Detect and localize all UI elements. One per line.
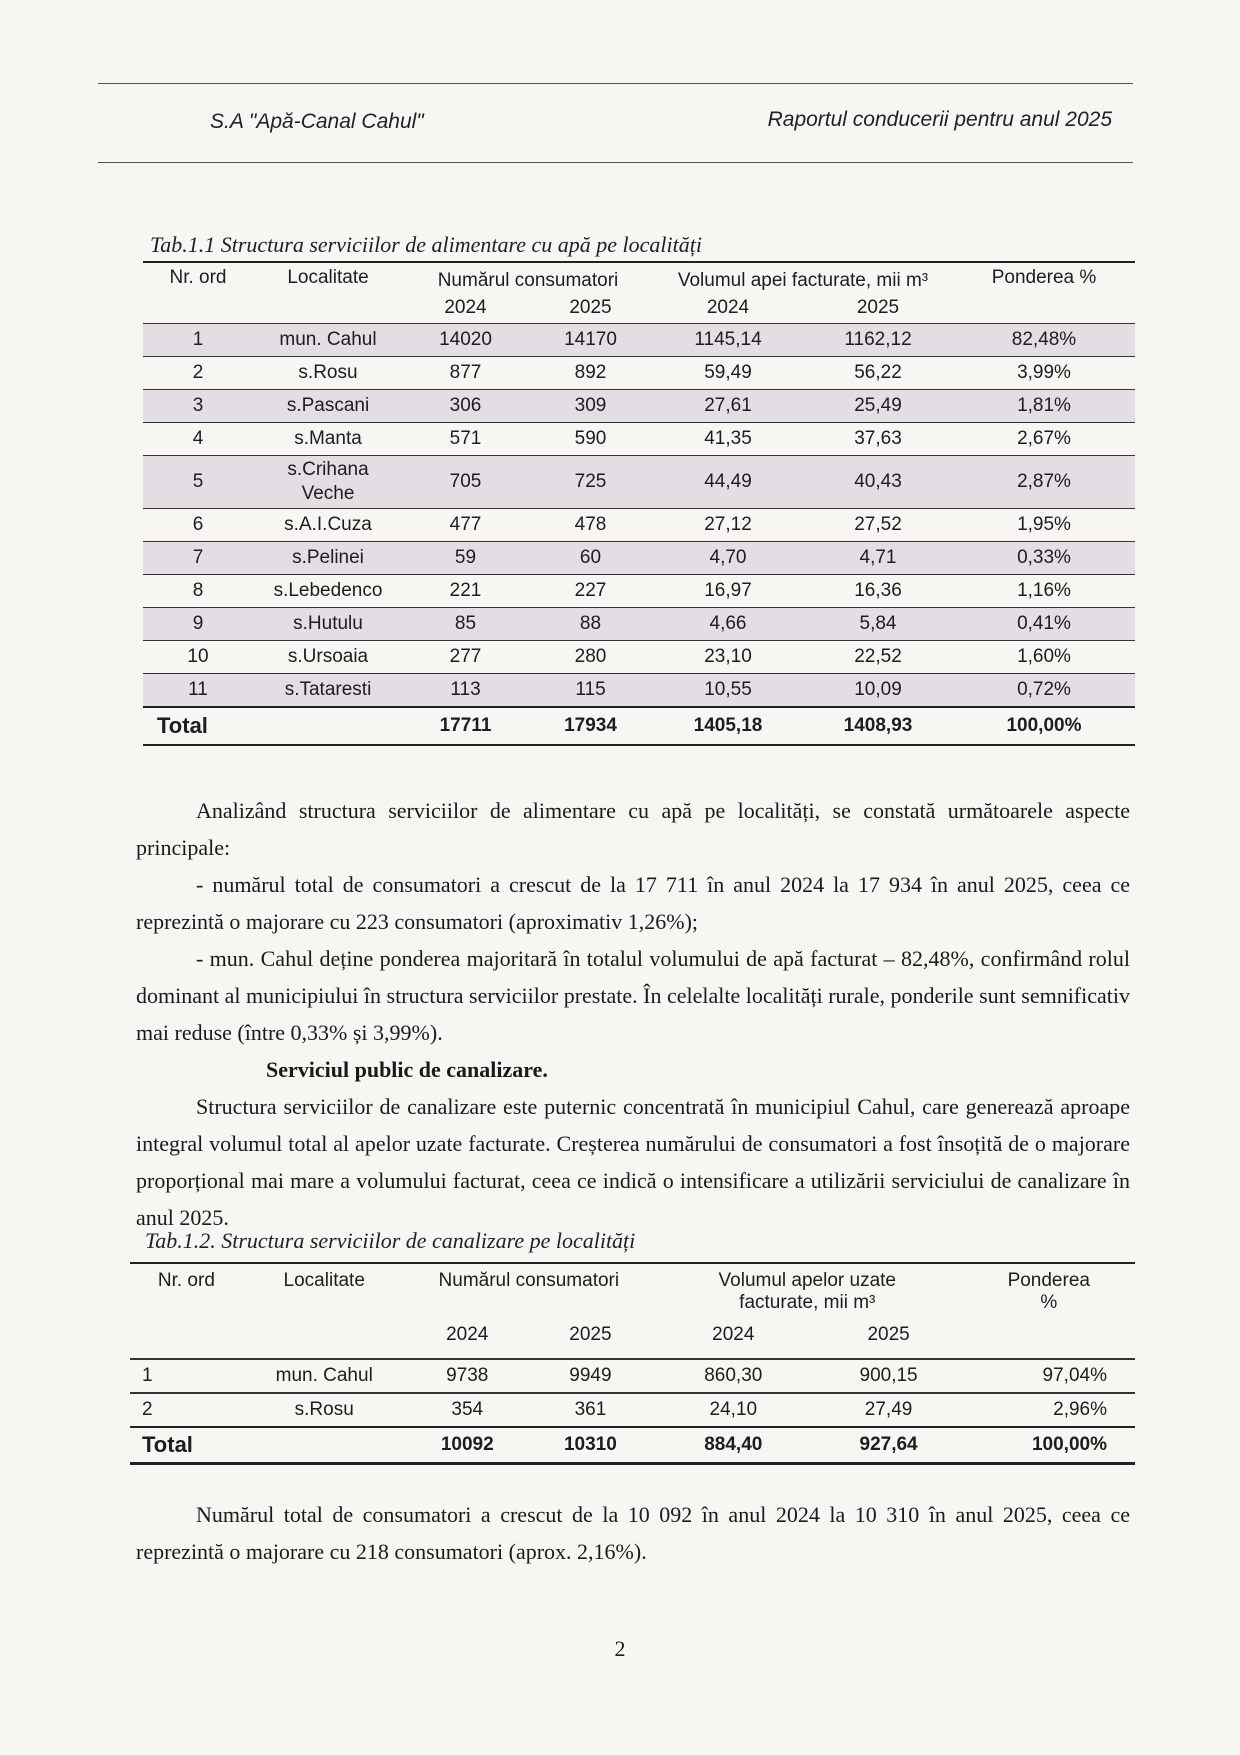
- cell-v25: 37,63: [803, 423, 953, 456]
- cell-v24: 1145,14: [653, 324, 803, 357]
- cell-nr: 2: [143, 357, 253, 390]
- header-top-rule: [98, 83, 1133, 84]
- sewerage-table: [130, 1262, 1135, 1465]
- cell-v24: 59,49: [653, 357, 803, 390]
- cell-nr: 1: [143, 324, 253, 357]
- col-volum: Volumul apelor uzate facturate, mii m³: [652, 1263, 963, 1324]
- cell-v25: 927,64: [815, 1427, 963, 1464]
- cell-v25: 27,52: [803, 509, 953, 542]
- cell-localitate: s.Pelinei: [253, 542, 403, 575]
- cell-v24: 4,70: [653, 542, 803, 575]
- table-row: [143, 324, 1135, 357]
- cell-v25: 56,22: [803, 357, 953, 390]
- paragraph: Analizând structura serviciilor de alimentare cu apă pe localități, se constată următoarele aspecte principale:: [136, 798, 1130, 860]
- col-consumatori: Numărul consumatori: [403, 262, 653, 295]
- cell-share: 0,33%: [953, 542, 1135, 575]
- col-year: 2025: [569, 1324, 612, 1345]
- cell-c25: 9949: [529, 1359, 652, 1393]
- cell-c24: 14020: [403, 324, 528, 357]
- cell-share: 1,16%: [953, 575, 1135, 608]
- cell-c25: 227: [528, 575, 653, 608]
- cell-c24: 306: [403, 390, 528, 423]
- cell-c25: 280: [528, 641, 653, 674]
- cell-share: 100,00%: [963, 1427, 1135, 1464]
- paragraph: - mun. Cahul deține ponderea majoritară în totalul volumului de apă facturat – 82,48%, confirmând rolul dominant al municipiului în structura serviciilor prestate. În celelalte localități rurale, ponderile sunt semnificativ mai reduse (între 0,33% și 3,99%).: [136, 946, 1130, 1045]
- cell-c25: 361: [529, 1393, 652, 1427]
- cell-c25: 88: [528, 608, 653, 641]
- analysis-text: [136, 792, 1130, 1236]
- cell-nr: 2: [130, 1393, 243, 1427]
- cell-v24: 24,10: [652, 1393, 815, 1427]
- cell-c24: 113: [403, 674, 528, 708]
- cell-v25: 1408,93: [803, 707, 953, 745]
- cell-share: 0,72%: [953, 674, 1135, 708]
- cell-c24: 17711: [403, 707, 528, 745]
- cell-share: 97,04%: [963, 1359, 1135, 1393]
- col-year: 2024: [444, 297, 487, 318]
- cell-c25: 14170: [528, 324, 653, 357]
- total-label: Total: [143, 707, 403, 745]
- header-company: S.A "Apă-Canal Cahul": [210, 110, 424, 133]
- cell-c25: 17934: [528, 707, 653, 745]
- cell-c24: 877: [403, 357, 528, 390]
- cell-v25: 900,15: [815, 1359, 963, 1393]
- cell-share: 100,00%: [953, 707, 1135, 745]
- col-ponderea: Ponderea %: [953, 262, 1135, 324]
- cell-share: 1,95%: [953, 509, 1135, 542]
- cell-nr: 6: [143, 509, 253, 542]
- cell-c25: 60: [528, 542, 653, 575]
- cell-v25: 1162,12: [803, 324, 953, 357]
- cell-v24: 1405,18: [653, 707, 803, 745]
- cell-nr: 7: [143, 542, 253, 575]
- cell-c24: 354: [406, 1393, 529, 1427]
- cell-c24: 477: [403, 509, 528, 542]
- cell-share: 82,48%: [953, 324, 1135, 357]
- table-row: [143, 390, 1135, 423]
- cell-c24: 221: [403, 575, 528, 608]
- cell-c24: 705: [403, 456, 528, 509]
- cell-nr: 10: [143, 641, 253, 674]
- cell-localitate: s.A.I.Cuza: [253, 509, 403, 542]
- paragraph: - numărul total de consumatori a crescut de la 17 711 în anul 2024 la 17 934 în anul 2025, ceea ce reprezintă o majorare cu 223 consumatori (aproximativ 1,26%);: [136, 872, 1130, 934]
- cell-nr: 11: [143, 674, 253, 708]
- cell-v24: 44,49: [653, 456, 803, 509]
- cell-nr: 4: [143, 423, 253, 456]
- table-row: [143, 456, 1135, 509]
- water-supply-table: [143, 261, 1135, 746]
- cell-nr: 3: [143, 390, 253, 423]
- cell-v24: 4,66: [653, 608, 803, 641]
- cell-localitate: s.Crihana Veche: [253, 456, 403, 509]
- cell-share: 3,99%: [953, 357, 1135, 390]
- col-nr: Nr. ord: [130, 1263, 243, 1324]
- table-row: [143, 509, 1135, 542]
- cell-c25: 115: [528, 674, 653, 708]
- cell-v24: 10,55: [653, 674, 803, 708]
- header-bottom-rule: [98, 162, 1133, 163]
- table-row: [143, 575, 1135, 608]
- cell-localitate: s.Rosu: [253, 357, 403, 390]
- cell-c25: 478: [528, 509, 653, 542]
- section-heading: Serviciul public de canalizare.: [266, 1057, 548, 1082]
- cell-localitate: s.Hutulu: [253, 608, 403, 641]
- col-year: 2025: [569, 297, 612, 318]
- cell-v24: 23,10: [653, 641, 803, 674]
- cell-c25: 590: [528, 423, 653, 456]
- cell-c24: 9738: [406, 1359, 529, 1393]
- cell-share: 1,81%: [953, 390, 1135, 423]
- cell-localitate: s.Tataresti: [253, 674, 403, 708]
- cell-v25: 5,84: [803, 608, 953, 641]
- table1-caption: Tab.1.1 Structura serviciilor de alimentare cu apă pe localități: [150, 232, 702, 257]
- col-ponderea: Ponderea %: [963, 1263, 1135, 1324]
- cell-v25: 25,49: [803, 390, 953, 423]
- cell-localitate: mun. Cahul: [253, 324, 403, 357]
- col-nr: Nr. ord: [143, 262, 253, 324]
- cell-share: 2,67%: [953, 423, 1135, 456]
- cell-localitate: s.Manta: [253, 423, 403, 456]
- cell-c24: 59: [403, 542, 528, 575]
- cell-v25: 10,09: [803, 674, 953, 708]
- cell-share: 2,87%: [953, 456, 1135, 509]
- cell-nr: 5: [143, 456, 253, 509]
- table-row: [143, 423, 1135, 456]
- cell-v24: 27,61: [653, 390, 803, 423]
- cell-v25: 16,36: [803, 575, 953, 608]
- cell-c25: 10310: [529, 1427, 652, 1464]
- col-localitate: Localitate: [253, 262, 403, 324]
- table-row: [143, 641, 1135, 674]
- col-consumatori: Numărul consumatori: [406, 1263, 652, 1324]
- table-row: [130, 1359, 1135, 1393]
- cell-share: 2,96%: [963, 1393, 1135, 1427]
- cell-localitate: s.Pascani: [253, 390, 403, 423]
- cell-share: 0,41%: [953, 608, 1135, 641]
- cell-v24: 884,40: [652, 1427, 815, 1464]
- cell-v25: 27,49: [815, 1393, 963, 1427]
- col-year: 2025: [856, 297, 900, 318]
- closing-text: [136, 1496, 1130, 1570]
- paragraph: Numărul total de consumatori a crescut de la 10 092 în anul 2024 la 10 310 în anul 2025, ceea ce reprezintă o majorare cu 218 consumatori (aprox. 2,16%).: [136, 1502, 1130, 1564]
- cell-c25: 309: [528, 390, 653, 423]
- cell-c24: 277: [403, 641, 528, 674]
- cell-v24: 860,30: [652, 1359, 815, 1393]
- cell-localitate: mun. Cahul: [243, 1359, 406, 1393]
- cell-nr: 1: [130, 1359, 243, 1393]
- cell-v24: 16,97: [653, 575, 803, 608]
- cell-nr: 8: [143, 575, 253, 608]
- cell-c24: 571: [403, 423, 528, 456]
- header-report-title: Raportul conducerii pentru anul 2025: [767, 108, 1112, 131]
- cell-v24: 41,35: [653, 423, 803, 456]
- paragraph: Structura serviciilor de canalizare este puternic concentrată în municipiul Cahul, care generează aproape integral volumul total al apelor uzate facturate. Creșterea numărului de consumatori a fost însoțită de o majorare proporțional mai mare a volumului facturat, ceea ce indică o intensificare a utilizării serviciului de canalizare în anul 2025.: [136, 1094, 1130, 1230]
- table-row: [143, 608, 1135, 641]
- table-row: [143, 674, 1135, 708]
- cell-v25: 40,43: [803, 456, 953, 509]
- table-row: [143, 357, 1135, 390]
- table-total-row: [130, 1427, 1135, 1464]
- cell-share: 1,60%: [953, 641, 1135, 674]
- col-year: 2024: [712, 1324, 755, 1345]
- table-row: [143, 542, 1135, 575]
- cell-localitate: s.Ursoaia: [253, 641, 403, 674]
- col-year: 2024: [446, 1324, 489, 1345]
- col-year: 2025: [867, 1324, 910, 1345]
- col-year: 2024: [706, 297, 750, 318]
- cell-v24: 27,12: [653, 509, 803, 542]
- col-volum: Volumul apei facturate, mii m³: [653, 262, 953, 295]
- total-label: Total: [130, 1427, 406, 1464]
- cell-c24: 85: [403, 608, 528, 641]
- cell-c24: 10092: [406, 1427, 529, 1464]
- cell-localitate: s.Lebedenco: [253, 575, 403, 608]
- cell-c25: 725: [528, 456, 653, 509]
- col-localitate: Localitate: [243, 1263, 406, 1324]
- cell-c25: 892: [528, 357, 653, 390]
- table2-caption: Tab.1.2. Structura serviciilor de canalizare pe localități: [145, 1228, 636, 1253]
- cell-v25: 22,52: [803, 641, 953, 674]
- cell-v25: 4,71: [803, 542, 953, 575]
- table-row: [130, 1393, 1135, 1427]
- page-number: 2: [614, 1636, 626, 1661]
- cell-nr: 9: [143, 608, 253, 641]
- cell-localitate: s.Rosu: [243, 1393, 406, 1427]
- table-total-row: [143, 707, 1135, 745]
